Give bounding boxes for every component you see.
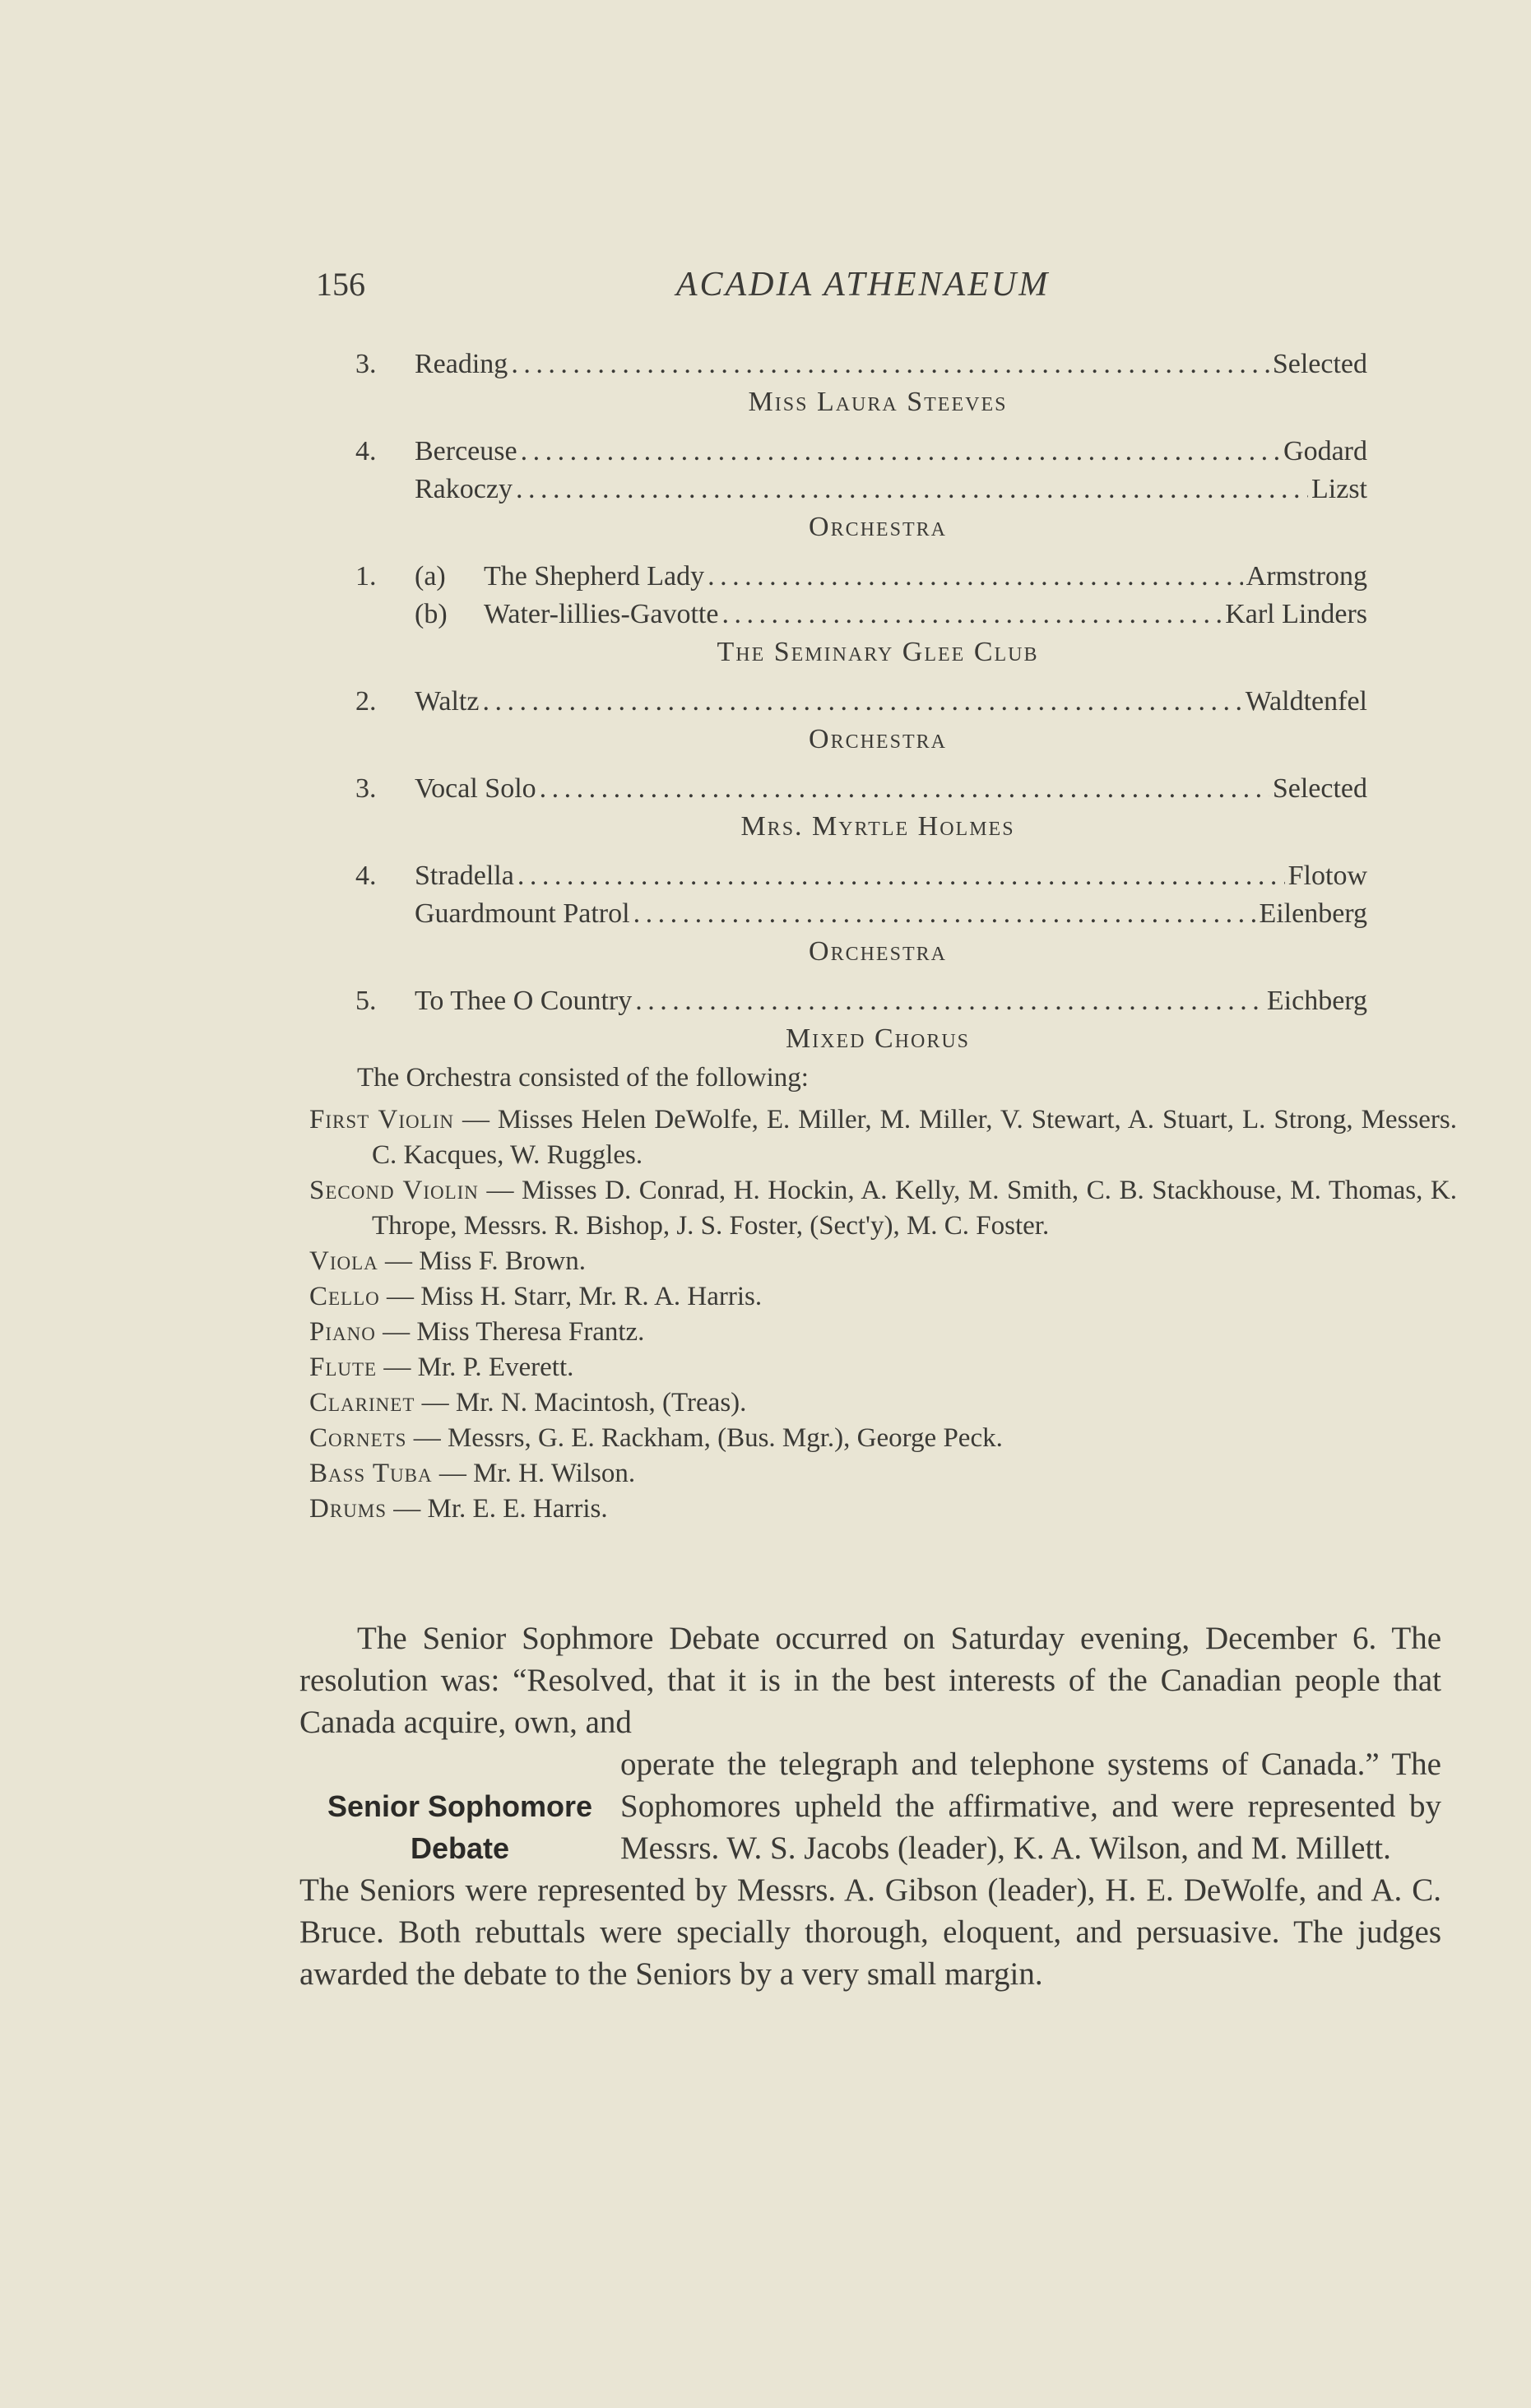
program-item-title: Waltz bbox=[415, 686, 480, 717]
debate-heading-line1: Senior Sophomore bbox=[327, 1789, 593, 1823]
roster-entry bbox=[309, 1385, 1457, 1421]
debate-side-heading bbox=[299, 1743, 620, 1869]
program-performer: Orchestra bbox=[809, 724, 947, 754]
roster-entry bbox=[309, 1456, 1457, 1492]
roster-members: — Mr. E. E. Harris. bbox=[387, 1494, 608, 1524]
program-item-number: 4. bbox=[355, 861, 377, 891]
roster-members: — Messrs, G. E. Rackham, (Bus. Mgr.), George Peck. bbox=[406, 1423, 1003, 1453]
program-item-title: Stradella bbox=[415, 861, 514, 891]
running-title: ACADIA ATHENAEUM bbox=[675, 266, 1051, 304]
program-item bbox=[355, 558, 1367, 596]
roster-instrument: Second Violin bbox=[309, 1176, 479, 1205]
dot-leader bbox=[517, 857, 1285, 895]
program-item-title: The Shepherd Lady bbox=[484, 561, 705, 592]
program-performer: Mrs. Myrtle Holmes bbox=[740, 811, 1015, 842]
program-item-composer: Godard bbox=[1283, 436, 1367, 466]
roster-members: — Mr. P. Everett. bbox=[377, 1352, 574, 1382]
dot-leader bbox=[511, 346, 1269, 383]
program-item-composer: Flotow bbox=[1287, 861, 1367, 891]
roster-members: — Miss H. Starr, Mr. R. A. Harris. bbox=[379, 1282, 763, 1311]
orchestra-roster bbox=[309, 1102, 1457, 1527]
program-item-title: Guardmount Patrol bbox=[415, 898, 630, 929]
debate-heading-line2: Debate bbox=[410, 1831, 510, 1865]
roster-members: — Miss Theresa Frantz. bbox=[375, 1317, 645, 1347]
debate-side-text-wrap bbox=[620, 1743, 1441, 1869]
roster-instrument: Clarinet bbox=[309, 1388, 415, 1417]
roster-instrument: Bass Tuba bbox=[309, 1459, 433, 1488]
program-item-number: 4. bbox=[355, 436, 377, 466]
program-item-composer: Waldtenfel bbox=[1245, 686, 1367, 717]
orchestra-intro: The Orchestra consisted of the following: bbox=[357, 1063, 809, 1093]
debate-text-side: operate the telegraph and telephone systems of Canada.” The Sophomores upheld the affirmative, and were represented by Messrs. W. S. Jacobs (leader), K. A. Wilson, and M. Millett. bbox=[620, 1747, 1441, 1866]
roster-members: — Misses Helen DeWolfe, E. Miller, M. Miller, V. Stewart, A. Stuart, L. Strong, Messers. C. Kacques, W. Ruggles. bbox=[372, 1105, 1457, 1170]
roster-members: — Mr. H. Wilson. bbox=[432, 1459, 636, 1488]
program-item-composer: Karl Linders bbox=[1225, 599, 1367, 629]
program-item-composer: Eichberg bbox=[1266, 986, 1367, 1016]
program-performer: Mixed Chorus bbox=[785, 1023, 971, 1054]
program-item bbox=[355, 895, 1367, 933]
page-header bbox=[316, 265, 1410, 306]
program-item-title: To Thee O Country bbox=[415, 986, 633, 1016]
program-item-number: 1. bbox=[355, 561, 377, 592]
roster-members: — Mr. N. Macintosh, (Treas). bbox=[415, 1388, 747, 1417]
debate-text-top: The Senior Sophmore Debate occurred on Saturday evening, December 6. The resolution was: “Resolved, that it is in the best interests of the Canadian people that Canada acquire, own, and bbox=[299, 1621, 1441, 1740]
page-number: 156 bbox=[316, 266, 365, 303]
program-item bbox=[355, 770, 1367, 808]
concert-program bbox=[355, 346, 1367, 1069]
roster-entry bbox=[309, 1279, 1457, 1315]
dot-leader bbox=[521, 433, 1280, 471]
program-item-title: Water-lillies-Gavotte bbox=[484, 599, 719, 629]
program-item-number: 3. bbox=[355, 349, 377, 379]
roster-instrument: Cornets bbox=[309, 1423, 407, 1453]
program-item-number: 2. bbox=[355, 686, 377, 717]
program-item-title: Berceuse bbox=[415, 436, 517, 466]
roster-instrument: Flute bbox=[309, 1352, 378, 1382]
program-item bbox=[355, 471, 1367, 508]
program-item bbox=[355, 857, 1367, 895]
dot-leader bbox=[633, 895, 1256, 933]
program-item-number: 3. bbox=[355, 773, 377, 804]
dot-leader bbox=[721, 596, 1222, 633]
roster-entry bbox=[309, 1102, 1457, 1173]
dot-leader bbox=[516, 471, 1308, 508]
program-item bbox=[355, 346, 1367, 383]
roster-instrument: Piano bbox=[309, 1317, 376, 1347]
debate-side-block bbox=[299, 1743, 1441, 1869]
program-performer: Orchestra bbox=[809, 936, 947, 967]
program-item-composer: Eilenberg bbox=[1259, 898, 1367, 929]
roster-instrument: Viola bbox=[309, 1246, 378, 1276]
program-item-composer: Selected bbox=[1272, 773, 1367, 804]
roster-members: — Misses D. Conrad, H. Hockin, A. Kelly, M. Smith, C. B. Stackhouse, M. Thomas, K. Thrope, Messrs. R. Bishop, J. S. Foster, (Sect'y), M. C. Foster. bbox=[372, 1176, 1457, 1241]
program-item-title: Vocal Solo bbox=[415, 773, 536, 804]
dot-leader bbox=[708, 558, 1243, 596]
dot-leader bbox=[482, 683, 1241, 721]
dot-leader bbox=[635, 982, 1264, 1020]
program-item bbox=[355, 433, 1367, 471]
program-performer: Orchestra bbox=[809, 512, 947, 542]
program-item bbox=[355, 982, 1367, 1020]
program-item-sublabel: (a) bbox=[415, 561, 446, 592]
roster-entry bbox=[309, 1173, 1457, 1244]
program-item-composer: Lizst bbox=[1311, 474, 1367, 504]
debate-text-bottom: The Seniors were represented by Messrs. A. Gibson (leader), H. E. DeWolfe, and A. C. Bruce. Both rebuttals were specially thorough, eloquent, and persuasive. The judges awarded the debate to the Seniors by a very small margin. bbox=[299, 1872, 1441, 1992]
program-item bbox=[355, 596, 1367, 633]
program-item-sublabel: (b) bbox=[415, 599, 448, 629]
program-item-composer: Armstrong bbox=[1246, 561, 1367, 592]
program-item-number: 5. bbox=[355, 986, 377, 1016]
roster-entry bbox=[309, 1315, 1457, 1350]
program-performer: The Seminary Glee Club bbox=[717, 637, 1039, 667]
roster-entry bbox=[309, 1421, 1457, 1456]
roster-entry bbox=[309, 1492, 1457, 1527]
program-performer: Miss Laura Steeves bbox=[748, 387, 1008, 417]
roster-instrument: Cello bbox=[309, 1282, 380, 1311]
program-item-title: Rakoczy bbox=[415, 474, 513, 504]
program-item-composer: Selected bbox=[1272, 349, 1367, 379]
roster-instrument: First Violin bbox=[309, 1105, 454, 1134]
debate-article bbox=[299, 1617, 1441, 1995]
roster-instrument: Drums bbox=[309, 1494, 387, 1524]
program-item bbox=[355, 683, 1367, 721]
roster-members: — Miss F. Brown. bbox=[378, 1246, 587, 1276]
roster-entry bbox=[309, 1244, 1457, 1279]
roster-entry bbox=[309, 1350, 1457, 1385]
program-item-title: Reading bbox=[415, 349, 508, 379]
dot-leader bbox=[540, 770, 1269, 808]
